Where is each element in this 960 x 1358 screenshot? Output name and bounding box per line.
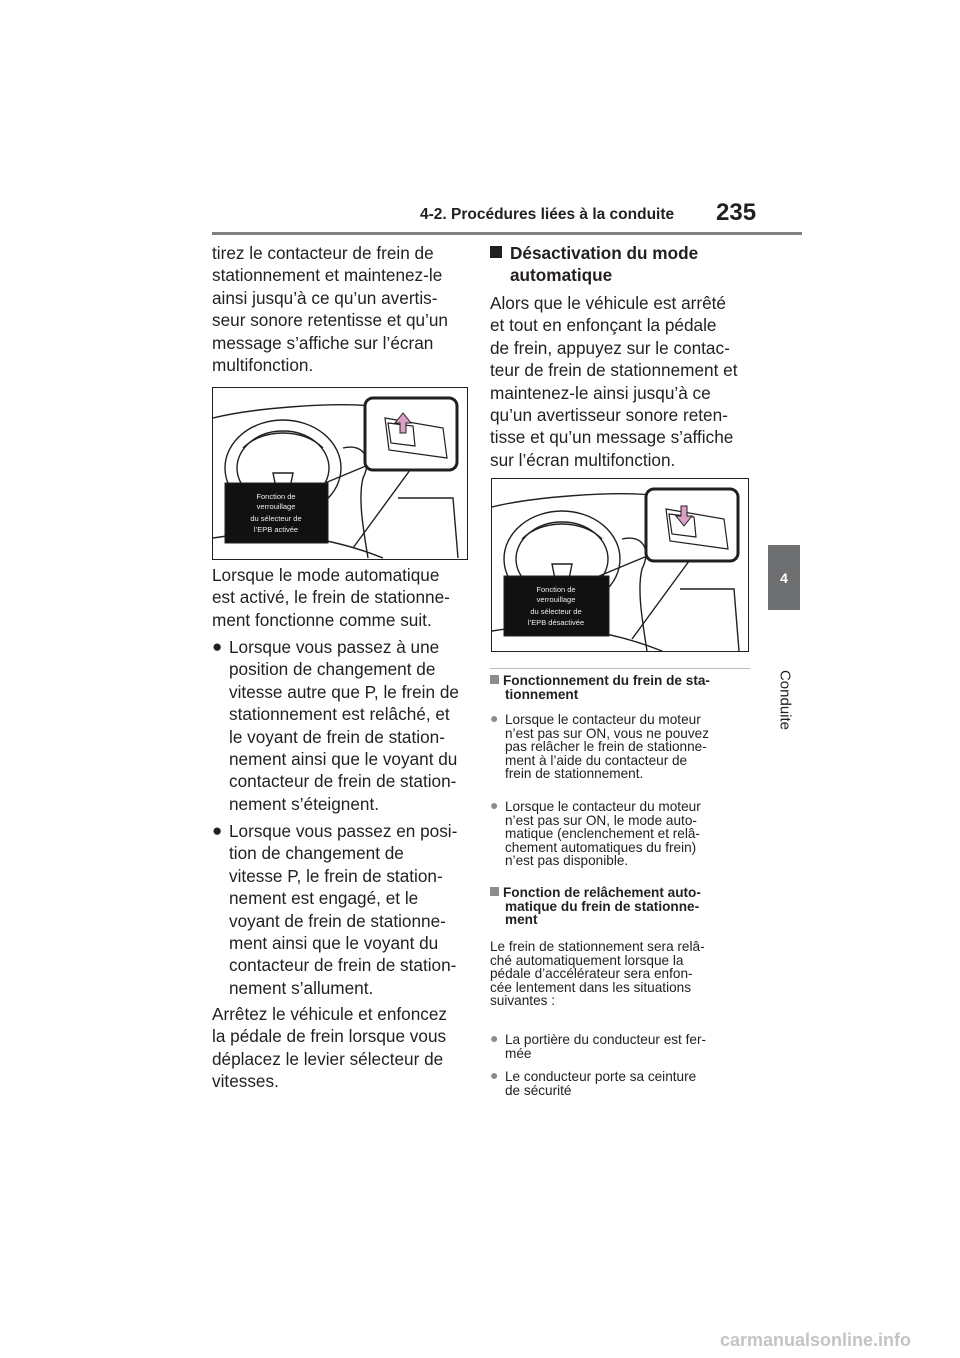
figure-label-line: verrouillage: [256, 502, 296, 511]
text-line: vitesse autre que P, le frein de: [229, 681, 459, 702]
text-line: sur l’écran multifonction.: [490, 449, 676, 470]
text-line: mée: [505, 1045, 532, 1061]
watermark: carmanualsonline.info: [720, 1330, 912, 1350]
bullet-icon: ●: [490, 797, 499, 813]
text-line: Arrêtez le véhicule et enfoncez: [212, 1004, 448, 1024]
text-line: cée lentement dans les situations: [490, 979, 692, 995]
bullet-icon: ●: [490, 1030, 499, 1046]
heading-line: tionnement: [505, 686, 579, 702]
text-line: la pédale de frein lorsque vous: [212, 1026, 447, 1047]
list-item: [490, 1067, 755, 1100]
text-line: Le frein de stationnement sera relâ-: [490, 939, 705, 954]
text-line: pédale d’accélérateur sera enfon-: [490, 966, 693, 982]
divider: [490, 668, 750, 669]
dashboard-illustration: [492, 479, 748, 651]
text-line: tion de changement de: [229, 843, 404, 864]
text-line: nement est engagé, et le: [229, 888, 419, 909]
heading-line: automatique: [510, 265, 613, 286]
bullet-icon: ●: [212, 637, 223, 656]
list-item: [212, 636, 472, 816]
auto-mode-paragraph: [212, 564, 472, 631]
heading-line: Fonctionnement du frein de sta-: [503, 673, 710, 688]
bullet-icon: ●: [212, 821, 223, 840]
text-line: qu’un avertisseur sonore reten-: [490, 405, 728, 426]
list-item: [212, 820, 472, 1000]
text-line: tisse et qu’un message s’affiche: [490, 427, 734, 448]
figure-label-line: verrouillage: [536, 595, 576, 604]
text-line: nement ainsi que le voyant du: [229, 749, 458, 770]
text-line: Lorsque vous passez en posi-: [229, 821, 458, 841]
text-line: Lorsque le mode automatique: [212, 565, 440, 585]
text-line: suivantes :: [490, 993, 555, 1009]
text-line: Lorsque le contacteur du moteur: [505, 712, 701, 727]
text-line: Lorsque vous passez à une: [229, 637, 440, 657]
text-line: le voyant de frein de station-: [229, 726, 445, 747]
heading-line: Fonction de relâchement auto-: [503, 885, 701, 900]
text-line: frein de stationnement.: [505, 766, 644, 782]
text-line: contacteur de frein de station-: [229, 771, 457, 792]
text-line: voyant de frein de stationne-: [229, 910, 446, 931]
chapter-label-box: [758, 650, 812, 750]
text-line: contacteur de frein de station-: [229, 955, 457, 976]
text-line: teur de frein de stationnement et: [490, 360, 738, 381]
text-line: La portière du conducteur est fer-: [505, 1032, 706, 1047]
section-title: 4-2. Procédures liées à la conduite: [420, 206, 675, 223]
text-line: ché automatiquement lorsque la: [490, 952, 684, 968]
text-line: position de changement de: [229, 659, 436, 680]
heading-line: ment: [505, 912, 538, 928]
intro-paragraph: [212, 242, 472, 376]
note-heading: [490, 886, 755, 927]
text-line: n’est pas sur ON, le mode auto-: [505, 812, 697, 828]
figure-label-line: l’EPB activée: [253, 525, 299, 534]
figure-label-line: du sélecteur de: [530, 607, 582, 616]
figure-label-line: Fonction de: [256, 492, 296, 501]
bullet-icon: ●: [490, 1067, 499, 1083]
chapter-number: 4: [780, 569, 788, 586]
bullet-icon: ●: [490, 710, 499, 726]
text-line: stationnement et maintenez-le: [212, 265, 443, 286]
note-heading: [490, 674, 755, 701]
text-line: Alors que le véhicule est arrêté: [490, 293, 726, 313]
text-line: nement s’allument.: [229, 977, 374, 998]
dashboard-illustration: [213, 388, 467, 559]
text-line: stationnement est relâché, et: [229, 704, 450, 725]
list-item: [490, 797, 755, 880]
text-line: de frein, appuyez sur le contac-: [490, 337, 730, 358]
section-heading: [490, 242, 755, 287]
text-line: déplacez le levier sélecteur de: [212, 1048, 444, 1069]
figure-label-line: l’EPB désactivée: [527, 618, 585, 627]
heading-line: matique du frein de stationne-: [505, 898, 700, 914]
header-rule: [212, 232, 802, 235]
text-line: Lorsque le contacteur du moteur: [505, 799, 701, 814]
text-line: Le conducteur porte sa ceinture: [505, 1069, 697, 1084]
text-line: pas relâcher le frein de stationne-: [505, 739, 707, 755]
list-item: [490, 1030, 755, 1063]
text-line: de sécurité: [505, 1082, 572, 1098]
square-bullet-icon: [490, 675, 499, 684]
text-line: ment fonctionne comme suit.: [212, 609, 432, 630]
text-line: ainsi jusqu’à ce qu’un avertis-: [212, 287, 438, 308]
text-line: nement s’éteignent.: [229, 793, 380, 814]
chapter-tab: [768, 545, 800, 610]
text-line: multifonction.: [212, 355, 314, 376]
square-bullet-icon: [490, 246, 502, 258]
text-line: chement automatiques du frein): [505, 839, 697, 855]
text-line: vitesses.: [212, 1071, 279, 1092]
text-line: ment à l’aide du contacteur de: [505, 752, 688, 768]
page-number: 235: [716, 199, 757, 226]
text-line: vitesse P, le frein de station-: [229, 865, 443, 886]
text-line: maintenez-le ainsi jusqu’à ce: [490, 382, 711, 403]
text-line: ment ainsi que le voyant du: [229, 933, 439, 954]
text-line: n’est pas sur ON, vous ne pouvez: [505, 725, 710, 741]
text-line: seur sonore retentisse et qu’un: [212, 310, 448, 331]
text-line: message s’affiche sur l’écran: [212, 332, 434, 353]
chapter-label: Conduite: [776, 669, 794, 731]
stop-vehicle-paragraph: [212, 1003, 472, 1093]
text-line: tirez le contacteur de frein de: [212, 243, 434, 263]
heading-line: Désactivation du mode: [510, 243, 699, 263]
note-paragraph: [490, 940, 755, 1008]
square-bullet-icon: [490, 887, 499, 896]
deactivation-paragraph: [490, 292, 755, 471]
figure-epb-deactivated: [491, 478, 749, 652]
text-line: matique (enclenchement et relâ-: [505, 826, 700, 842]
list-item: [490, 710, 755, 793]
text-line: et tout en enfonçant la pédale: [490, 315, 717, 336]
text-line: est activé, le frein de stationne-: [212, 587, 450, 608]
figure-epb-activated: [212, 387, 468, 560]
figure-label-line: Fonction de: [536, 585, 576, 594]
text-line: n’est pas disponible.: [505, 853, 629, 869]
figure-label-line: du sélecteur de: [250, 514, 302, 523]
